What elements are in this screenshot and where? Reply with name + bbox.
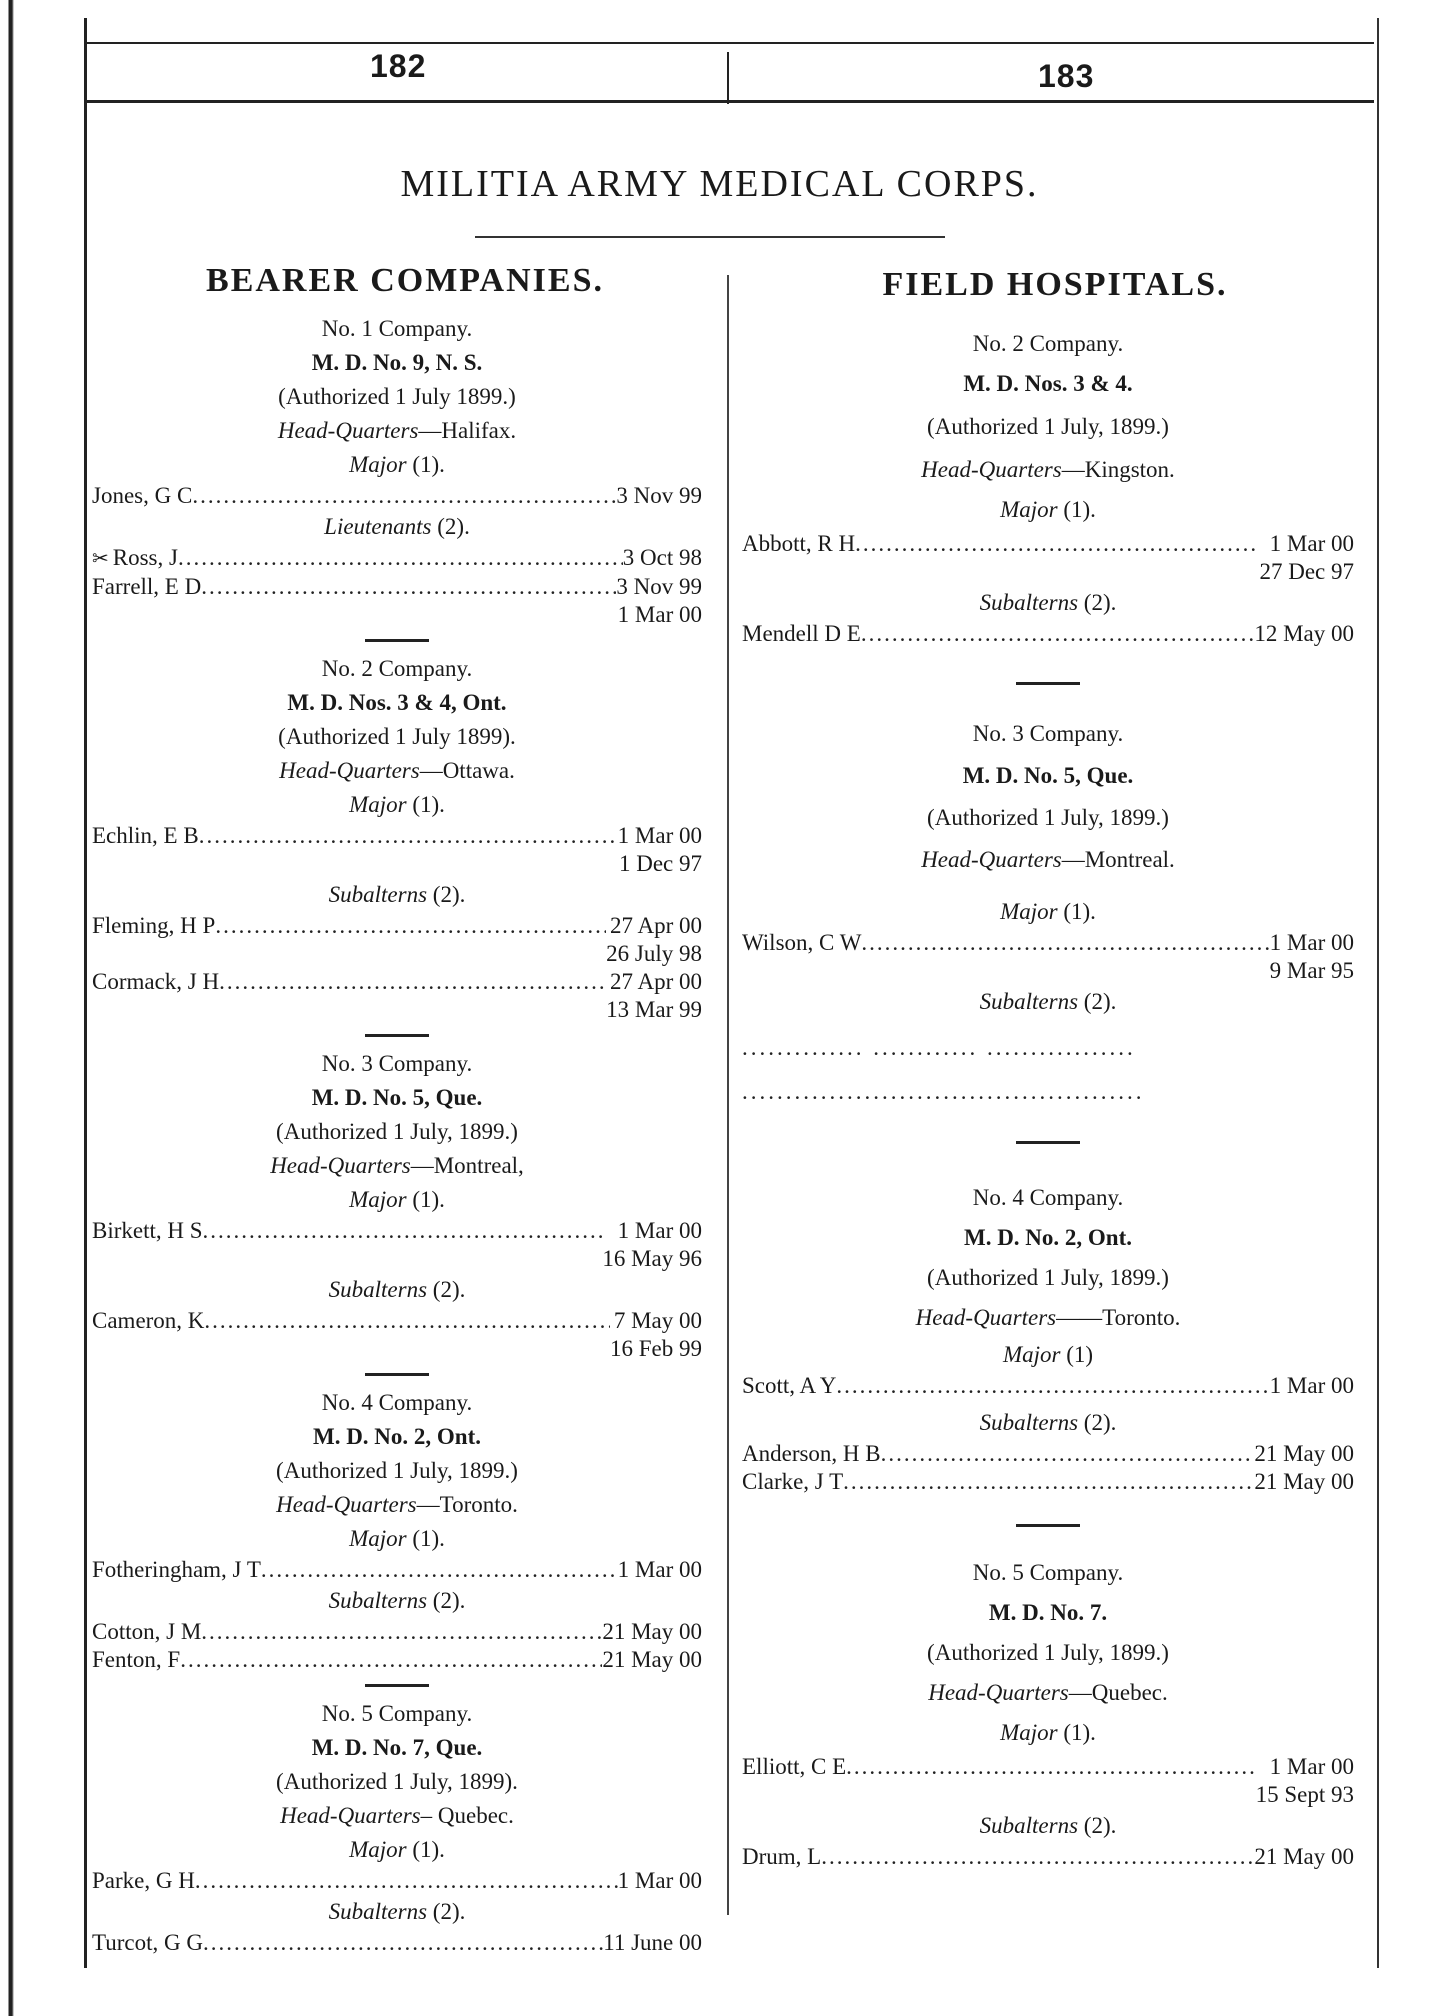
rank-heading	[92, 1522, 702, 1556]
officer-dates	[606, 968, 702, 1024]
officer-name: Scott, A Y	[742, 1373, 837, 1398]
hq-city: —Kingston.	[1061, 457, 1175, 482]
company-block	[92, 1047, 702, 1363]
rank-heading	[92, 1273, 702, 1307]
officer-entry	[92, 482, 702, 510]
officer-name: Anderson, H B	[742, 1441, 881, 1466]
hq-label: Head-Quarters	[277, 418, 419, 443]
leader-dots	[180, 1646, 602, 1674]
rank-label: Major	[1000, 497, 1058, 522]
officer-entry	[92, 1618, 702, 1646]
authorized: (Authorized 1 July, 1899.)	[927, 1640, 1169, 1665]
authorized: (Authorized 1 July, 1899.)	[276, 1458, 518, 1483]
hq-city: —Toronto.	[416, 1492, 518, 1517]
leader-dots	[881, 1440, 1255, 1468]
left-heading: BEARER COMPANIES.	[206, 262, 604, 299]
officer-entry	[92, 544, 702, 573]
hq-label: Head-Quarters	[915, 1305, 1057, 1330]
officer-name: Fleming, H P	[92, 913, 216, 938]
authorized: (Authorized 1 July, 1899.)	[276, 1119, 518, 1144]
company-name: No. 3 Company.	[321, 1051, 473, 1076]
officer-entry	[92, 822, 702, 878]
rank-heading	[92, 1833, 702, 1867]
rank-label: Major	[349, 452, 407, 477]
rank-count: (1).	[1063, 899, 1096, 924]
company-block	[742, 1553, 1354, 1871]
company-name: No. 1 Company.	[321, 316, 473, 341]
authorized: (Authorized 1 July, 1899.)	[927, 414, 1169, 439]
officer-entry	[742, 929, 1354, 985]
page-number-right: 183	[1038, 58, 1095, 94]
rank-count: (1).	[1063, 1720, 1096, 1745]
date: 21 May 00	[1254, 1441, 1354, 1466]
rank-count: (2).	[1083, 590, 1117, 615]
authorized: (Authorized 1 July, 1899.)	[927, 1265, 1169, 1290]
hq-label: Head-Quarters	[921, 847, 1062, 872]
district: M. D. No. 7, Que.	[311, 1735, 483, 1760]
rank-count: (1)	[1066, 1342, 1094, 1367]
rank-heading	[742, 1406, 1354, 1440]
rank-count: (1).	[412, 1187, 445, 1212]
rank-count: (2).	[437, 514, 470, 539]
header-divider	[727, 52, 729, 104]
leader-dots	[843, 1468, 1254, 1496]
rank-count: (2).	[432, 1588, 466, 1613]
date: 1 Mar 00	[617, 823, 702, 848]
date: 1 Dec 97	[618, 851, 702, 876]
rank-count: (2).	[432, 882, 466, 907]
officer-dates	[602, 1646, 702, 1674]
section-separator	[365, 1373, 429, 1376]
date: 1 Mar 00	[1269, 531, 1354, 556]
headquarters	[92, 1799, 702, 1833]
officer-entry	[742, 1372, 1354, 1400]
date: 3 Oct 98	[622, 545, 702, 570]
officer-entry	[92, 968, 702, 1024]
date: 21 May 00	[602, 1647, 702, 1672]
company-block	[742, 324, 1354, 648]
date: 1 Mar 00	[617, 1218, 702, 1243]
district: M. D. No. 5, Que.	[962, 763, 1134, 788]
rank-heading	[92, 1895, 702, 1929]
left-column	[92, 312, 702, 1957]
rank-count: (2).	[432, 1899, 466, 1924]
district: M. D. No. 7.	[988, 1600, 1108, 1625]
section-separator	[1016, 682, 1080, 685]
date: 1 Mar 00	[1269, 930, 1354, 955]
date: 12 May 00	[1254, 621, 1354, 646]
hq-label: Head-Quarters	[276, 1492, 417, 1517]
leader-dots	[219, 968, 606, 996]
section-separator	[365, 639, 429, 642]
officer-dates	[1254, 1843, 1354, 1871]
company-block	[92, 1697, 702, 1957]
headquarters	[742, 1298, 1354, 1338]
rank-count: (2).	[1083, 1410, 1117, 1435]
district: M. D. No. 2, Ont.	[963, 1225, 1133, 1250]
leader-dots	[861, 929, 1269, 957]
officer-dates	[618, 822, 702, 878]
date: 27 Apr 00	[610, 969, 702, 994]
officer-name: Clarke, J T	[742, 1469, 844, 1494]
company-name: No. 5 Company.	[321, 1701, 473, 1726]
leader-dots	[201, 1618, 602, 1646]
hq-city: – Quebec.	[420, 1803, 514, 1828]
officer-name: Cormack, J H	[92, 969, 220, 994]
rank-label: Major	[349, 1187, 407, 1212]
date: 7 May 00	[613, 1308, 702, 1333]
district: M. D. No. 9, N. S.	[311, 350, 483, 375]
rank-heading	[742, 1809, 1354, 1843]
section-separator	[365, 1034, 429, 1037]
officer-name: Fotheringham, J T	[92, 1557, 261, 1582]
rank-heading	[742, 490, 1354, 530]
officer-entry	[92, 1556, 702, 1584]
district: M. D. Nos. 3 & 4, Ont.	[287, 690, 507, 715]
authorized: (Authorized 1 July, 1899).	[276, 1769, 518, 1794]
officer-dates	[1270, 929, 1354, 985]
officer-name: Elliott, C E	[742, 1754, 847, 1779]
rank-label: Major	[1000, 1720, 1058, 1745]
hq-city: —Ottawa.	[419, 758, 515, 783]
rank-label: Major	[1000, 899, 1058, 924]
officer-name: Drum, L	[742, 1844, 822, 1869]
rank-count: (2).	[432, 1277, 466, 1302]
officer-dates	[616, 573, 702, 629]
hq-city: —Quebec.	[1068, 1680, 1168, 1705]
officer-dates	[602, 1618, 702, 1646]
date: 13 Mar 99	[606, 997, 702, 1022]
scissors-icon: ✂	[92, 548, 109, 570]
blank-entry-dots: ..............................................	[742, 1079, 1145, 1104]
rank-label: Subalterns	[979, 989, 1079, 1014]
leader-dots	[195, 1867, 618, 1895]
rank-label: Subalterns	[328, 1588, 428, 1613]
date: 1 Mar 00	[617, 1868, 702, 1893]
officer-entry	[742, 1843, 1354, 1871]
rank-label: Subalterns	[328, 1899, 428, 1924]
rank-label: Subalterns	[979, 1410, 1079, 1435]
company-block	[92, 1386, 702, 1674]
date: 1 Mar 00	[617, 602, 702, 627]
company-name: No. 4 Company.	[321, 1390, 473, 1415]
officer-dates	[616, 482, 702, 510]
rank-count: (2).	[1083, 1813, 1117, 1838]
officer-dates	[602, 1217, 702, 1273]
officer-dates	[1259, 530, 1354, 586]
officer-name: Jones, G C	[92, 483, 193, 508]
officer-name: Farrell, E D	[92, 574, 202, 599]
leader-dots	[203, 1217, 603, 1245]
leader-dots	[836, 1372, 1269, 1400]
rank-label: Major	[349, 1526, 407, 1551]
company-block	[742, 1178, 1354, 1496]
page-title: MILITIA ARMY MEDICAL CORPS.	[400, 163, 1039, 205]
headquarters	[92, 754, 702, 788]
officer-entry	[92, 1646, 702, 1674]
leader-dots	[203, 1929, 603, 1957]
company-name: No. 5 Company.	[972, 1560, 1124, 1585]
leader-dots	[201, 573, 616, 601]
date: 16 Feb 99	[610, 1336, 702, 1361]
officer-name	[92, 544, 178, 573]
section-separator	[365, 1684, 429, 1687]
leader-dots	[855, 530, 1259, 558]
officer-name: Parke, G H	[92, 1868, 195, 1893]
rank-label: Major	[349, 1837, 407, 1862]
page-number-left: 182	[370, 48, 427, 84]
rank-label: Subalterns	[979, 1813, 1079, 1838]
hq-label: Head-Quarters	[270, 1153, 411, 1178]
right-column	[742, 324, 1354, 1871]
hq-city: —Montreal,	[410, 1153, 524, 1178]
hq-city: —Montreal.	[1061, 847, 1175, 872]
officer-entry	[742, 530, 1354, 586]
company-name: No. 3 Company.	[972, 721, 1124, 746]
rank-label: Subalterns	[328, 1277, 428, 1302]
officer-entry	[92, 1217, 702, 1273]
officer-name: Wilson, C W	[742, 930, 862, 955]
rank-heading	[92, 788, 702, 822]
officer-name-text: Ross, J	[112, 545, 178, 570]
hq-label: Head-Quarters	[928, 1680, 1069, 1705]
company-name: No. 4 Company.	[972, 1185, 1124, 1210]
officer-dates	[623, 544, 702, 572]
right-heading: FIELD HOSPITALS.	[882, 266, 1228, 303]
company-block	[92, 312, 702, 629]
rank-heading	[742, 1713, 1354, 1753]
rank-heading	[92, 1183, 702, 1217]
district: M. D. Nos. 3 & 4.	[963, 371, 1133, 396]
officer-name: Mendell D E	[742, 621, 861, 646]
rank-count: (1).	[412, 1526, 445, 1551]
officer-name: Abbott, R H	[742, 531, 856, 556]
officer-dates	[1254, 1468, 1354, 1496]
rank-count: (1).	[1063, 497, 1096, 522]
rank-count: (2).	[1083, 989, 1117, 1014]
officer-dates	[618, 1556, 702, 1584]
rank-count: (1).	[412, 792, 445, 817]
district: M. D. No. 5, Que.	[311, 1085, 483, 1110]
rank-label: Subalterns	[979, 590, 1079, 615]
officer-entry	[92, 1307, 702, 1363]
leader-dots	[861, 620, 1255, 648]
officer-entry	[742, 1440, 1354, 1468]
date: 3 Nov 99	[616, 483, 702, 508]
officer-name: Turcot, G G	[92, 1930, 203, 1955]
date: 21 May 00	[1254, 1469, 1354, 1494]
leader-dots	[204, 1307, 610, 1335]
officer-dates	[1254, 1440, 1354, 1468]
rank-label: Major	[1002, 1342, 1061, 1367]
officer-dates	[603, 1929, 702, 1957]
rank-heading	[742, 895, 1354, 929]
company-block	[92, 652, 702, 1024]
leader-dots	[261, 1556, 618, 1584]
leader-dots	[215, 912, 606, 940]
rank-heading	[92, 510, 702, 544]
section-separator	[1016, 1141, 1080, 1144]
authorized: (Authorized 1 July, 1899.)	[927, 805, 1169, 830]
rank-count: (1).	[412, 1837, 445, 1862]
officer-entry	[92, 912, 702, 968]
section-separator	[1016, 1524, 1080, 1527]
officer-entry	[92, 573, 702, 629]
headquarters	[742, 839, 1354, 881]
officer-entry	[92, 1929, 702, 1957]
rank-label: Major	[349, 792, 407, 817]
rank-heading	[92, 1584, 702, 1618]
leader-dots	[821, 1843, 1254, 1871]
hq-label: Head-Quarters	[921, 457, 1062, 482]
rank-label: Subalterns	[328, 882, 428, 907]
leader-dots	[199, 822, 618, 850]
blank-entry-dots: .............. ............ .................	[742, 1035, 1136, 1060]
officer-entry	[92, 1867, 702, 1895]
title-rule	[475, 236, 945, 238]
header-top-rule	[86, 42, 1374, 44]
rank-label: Lieutenants	[324, 514, 432, 539]
authorized: (Authorized 1 July 1899).	[278, 724, 516, 749]
hq-label: Head-Quarters	[279, 758, 420, 783]
authorized: (Authorized 1 July 1899.)	[278, 384, 516, 409]
rank-heading	[742, 586, 1354, 620]
officer-entry	[742, 1753, 1354, 1809]
officer-name: Echlin, E B	[92, 823, 199, 848]
binding-edge	[0, 0, 34, 2016]
company-name: No. 2 Company.	[972, 331, 1124, 356]
leader-dots	[192, 482, 616, 510]
officer-name: Birkett, H S	[92, 1218, 203, 1243]
headquarters	[92, 1149, 702, 1183]
company-block	[742, 713, 1354, 1107]
date: 26 July 98	[606, 941, 702, 966]
date: 21 May 00	[602, 1619, 702, 1644]
headquarters	[742, 450, 1354, 490]
rank-heading	[92, 878, 702, 912]
officer-name: Fenton, F	[92, 1647, 181, 1672]
headquarters	[742, 1673, 1354, 1713]
column-divider	[727, 275, 729, 1915]
date: 1 Mar 00	[1269, 1373, 1354, 1398]
date: 16 May 96	[602, 1246, 702, 1271]
hq-label: Head-Quarters	[280, 1803, 421, 1828]
rank-heading	[742, 1338, 1354, 1372]
officer-entry	[742, 620, 1354, 648]
date: 27 Dec 97	[1259, 559, 1354, 584]
headquarters	[92, 414, 702, 448]
date: 11 June 00	[603, 1930, 702, 1955]
rank-heading	[742, 985, 1354, 1019]
leader-dots	[178, 544, 623, 572]
date: 3 Nov 99	[616, 574, 702, 599]
date: 1 Mar 00	[1269, 1754, 1354, 1779]
officer-dates	[1256, 1753, 1354, 1809]
date: 1 Mar 00	[617, 1557, 702, 1582]
leader-dots	[846, 1753, 1255, 1781]
officer-dates	[1270, 1372, 1354, 1400]
rank-heading	[92, 448, 702, 482]
date: 15 Sept 93	[1255, 1782, 1354, 1807]
officer-dates	[606, 912, 702, 968]
company-name: No. 2 Company.	[321, 656, 473, 681]
headquarters	[92, 1488, 702, 1522]
hq-city: ——Toronto.	[1056, 1305, 1181, 1330]
district: M. D. No. 2, Ont.	[312, 1424, 482, 1449]
date: 27 Apr 00	[610, 913, 702, 938]
officer-entry	[742, 1468, 1354, 1496]
officer-dates	[610, 1307, 702, 1363]
officer-dates	[618, 1867, 702, 1895]
officer-name: Cotton, J M	[92, 1619, 202, 1644]
rank-count: (1).	[412, 452, 445, 477]
date: 9 Mar 95	[1269, 958, 1354, 983]
date: 21 May 00	[1254, 1844, 1354, 1869]
officer-name: Cameron, K	[92, 1308, 205, 1333]
hq-city: —Halifax.	[418, 418, 517, 443]
header-bottom-rule	[86, 100, 1374, 103]
officer-dates	[1254, 620, 1354, 648]
